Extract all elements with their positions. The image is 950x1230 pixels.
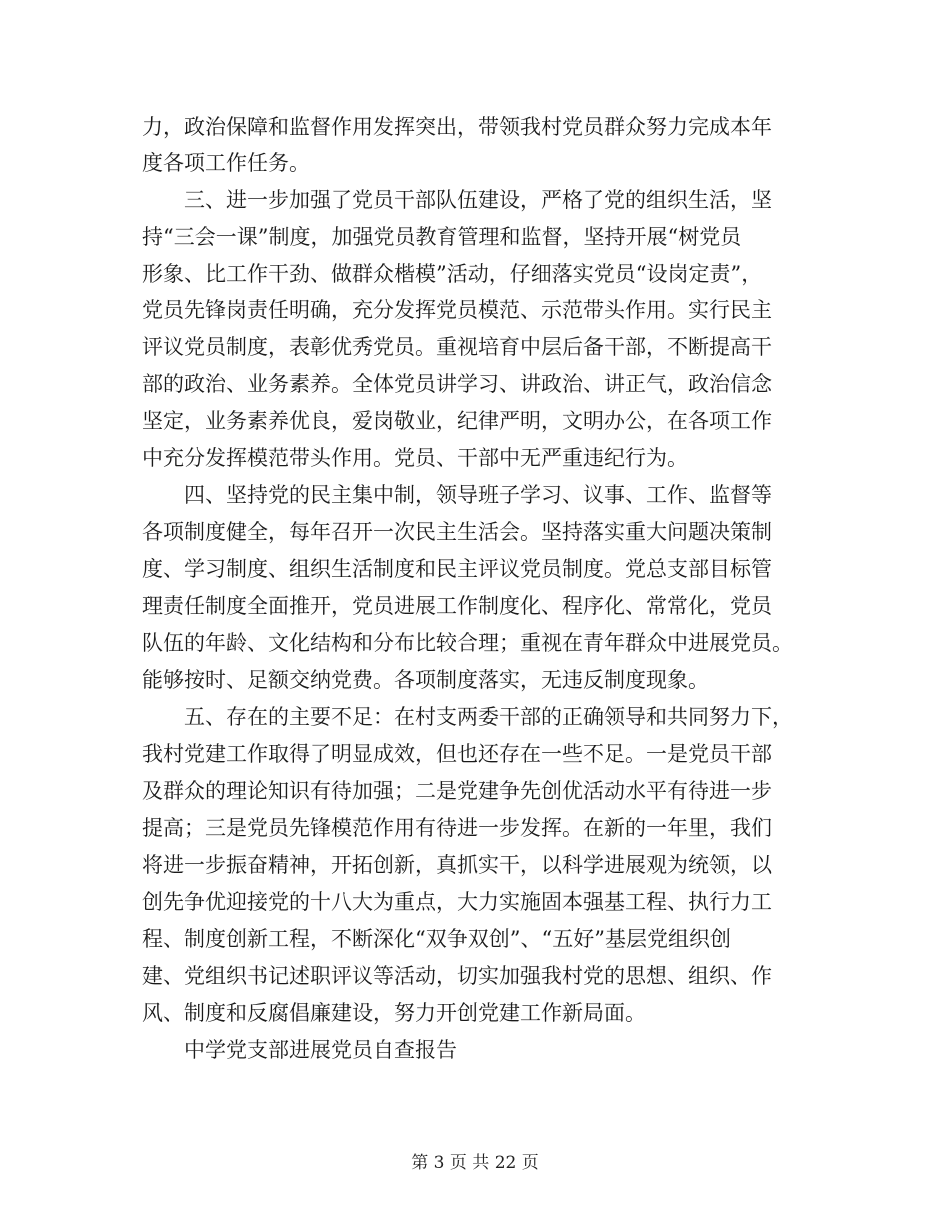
text-line: 将进一步振奋精神，开拓创新，真抓实干，以科学进展观为统领，以 (142, 853, 772, 877)
text-line: 各项制度健全，每年召开一次民主生活会。坚持落实重大问题决策制 (142, 520, 772, 544)
text-line: 度、学习制度、组织生活制度和民主评议党员制度。党总支部目标管 (142, 557, 772, 581)
text-line: 评议党员制度，表彰优秀党员。重视培育中层后备干部，不断提高干 (142, 335, 772, 359)
text-line: 及群众的理论知识有待加强；二是党建争先创优活动水平有待进一步 (142, 779, 772, 803)
text-line: 形象、比工作干劲、做群众楷模”活动，仔细落实党员“设岗定责”， (142, 262, 763, 286)
text-line: 我村党建工作取得了明显成效，但也还存在一些不足。一是党员干部 (142, 742, 772, 766)
text-line: 理责任制度全面推开，党员进展工作制度化、程序化、常常化，党员 (142, 594, 772, 618)
text-line: 部的政治、业务素养。全体党员讲学习、讲政治、讲正气，政治信念 (142, 372, 772, 396)
text-line: 提高；三是党员先锋模范作用有待进一步发挥。在新的一年里，我们 (142, 816, 772, 840)
page-number: 第 3 页 共 22 页 (411, 1153, 539, 1173)
text-line: 度各项工作任务。 (142, 151, 310, 175)
text-line: 四、坚持党的民主集中制，领导班子学习、议事、工作、监督等 (142, 483, 772, 507)
text-line: 中充分发挥模范带头作用。党员、干部中无严重违纪行为。 (142, 446, 688, 470)
text-line: 能够按时、足额交纳党费。各项制度落实，无违反制度现象。 (142, 668, 709, 692)
text-line: 程、制度创新工程，不断深化“双争双创”、“五好”基层党组织创 (142, 927, 731, 951)
text-line: 三、进一步加强了党员干部队伍建设，严格了党的组织生活，坚 (142, 188, 772, 212)
text-line: 风、制度和反腐倡廉建设，努力开创党建工作新局面。 (142, 1001, 646, 1025)
text-line: 五、存在的主要不足：在村支两委干部的正确领导和共同努力下， (142, 705, 793, 729)
text-line: 力，政治保障和监督作用发挥突出，带领我村党员群众努力完成本年 (142, 115, 772, 139)
text-line: 队伍的年龄、文化结构和分布比较合理；重视在青年群众中进展党员。 (142, 631, 793, 655)
text-line: 创先争优迎接党的十八大为重点，大力实施固本强基工程、执行力工 (142, 890, 772, 914)
section-heading: 中学党支部进展党员自查报告 (142, 1038, 457, 1062)
text-line: 持“三会一课”制度，加强党员教育管理和监督，坚持开展“树党员 (142, 225, 742, 249)
text-line: 坚定，业务素养优良，爱岗敬业，纪律严明，文明办公，在各项工作 (142, 409, 772, 433)
text-line: 党员先锋岗责任明确，充分发挥党员模范、示范带头作用。实行民主 (142, 298, 772, 322)
text-line: 建、党组织书记述职评议等活动，切实加强我村党的思想、组织、作 (142, 964, 772, 988)
